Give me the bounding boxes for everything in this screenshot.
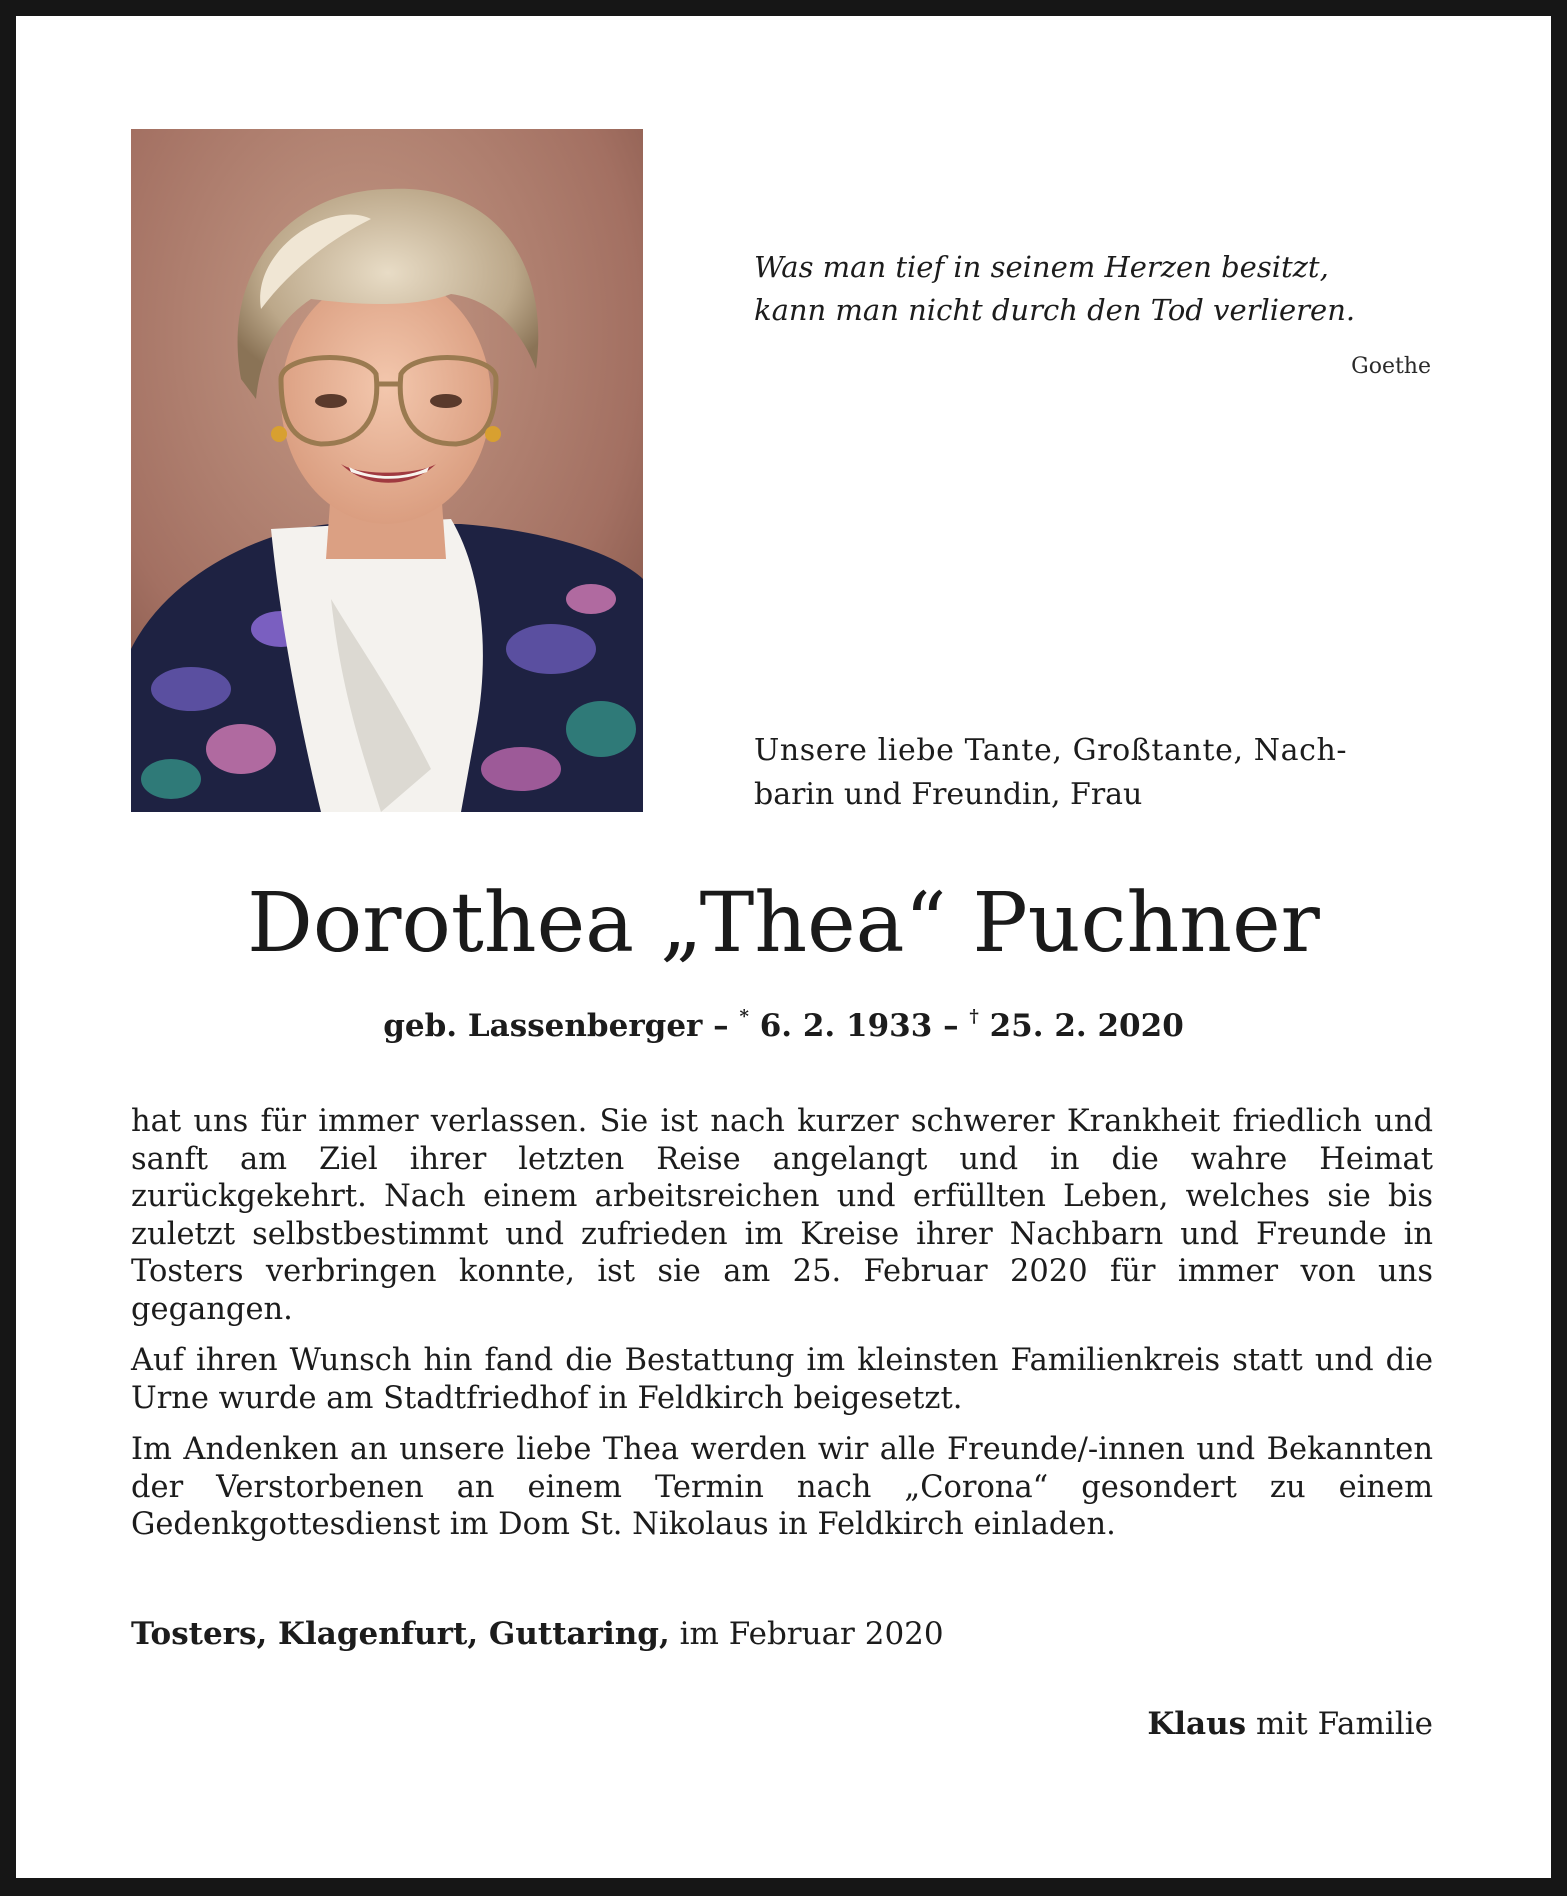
memorial-quote [754,246,1430,332]
intro-line: Unsere liebe Tante, Großtante, Nach- [754,733,1348,768]
obituary-notice [16,16,1551,1878]
body-paragraph: Auf ihren Wunsch hin fand die Bestattung im kleinsten Familienkreis statt und die Urne wurde am Stadtfriedhof in Feldkirch beigesetzt. [131,1343,1433,1416]
death-symbol: † [969,1006,979,1027]
life-dates [16,1006,1551,1044]
intro-line: barin und Freundin, Frau [754,777,1143,812]
obituary-body [131,1103,1433,1558]
birth-symbol: * [739,1006,749,1027]
places: Tosters, Klagenfurt, Guttaring, [131,1616,670,1652]
intro-text [754,729,1444,817]
signer-name: Klaus [1147,1706,1247,1742]
portrait-photo [131,129,643,812]
body-paragraph: hat uns für immer verlassen. Sie ist nach kurzer schwerer Krankheit friedlich und sanft am Ziel ihrer letzten Reise angelangt und in die wahre Heimat zurückgekehrt. Nach einem arbeitsreichen und erfüllten Leben, welches sie bis zuletzt selbstbestimmt und zufrieden im Kreise ihrer Nachbarn und Freunde in Tosters verbringen konnte, ist sie am 25. Februar 2020 für immer von uns gegangen. [131,1104,1433,1327]
quote-line: kann man nicht durch den Tod verlieren. [754,293,1356,327]
portrait-image [131,129,643,812]
quote-line: Was man tief in seinem Herzen besitzt, [754,250,1329,284]
death-date: 25. 2. 2020 [989,1008,1184,1044]
signature [1147,1706,1433,1742]
deceased-name: Dorothea „Thea“ Puchner [247,876,1320,971]
quote-author: Goethe [1351,354,1431,379]
notice-date: im Februar 2020 [679,1616,944,1652]
maiden-name: geb. Lassenberger – [383,1008,729,1044]
signer-suffix: mit Familie [1256,1706,1433,1742]
body-paragraph: Im Andenken an unsere liebe Thea werden wir alle Freunde/-innen und Bekannten der Verstorbenen an einem Termin nach „Corona“ gesondert zu einem Gedenkgottesdienst im Dom St. Nikolaus in Feldkirch einladen. [131,1432,1433,1542]
birth-date: 6. 2. 1933 – [759,1008,959,1044]
place-and-date [131,1616,944,1652]
